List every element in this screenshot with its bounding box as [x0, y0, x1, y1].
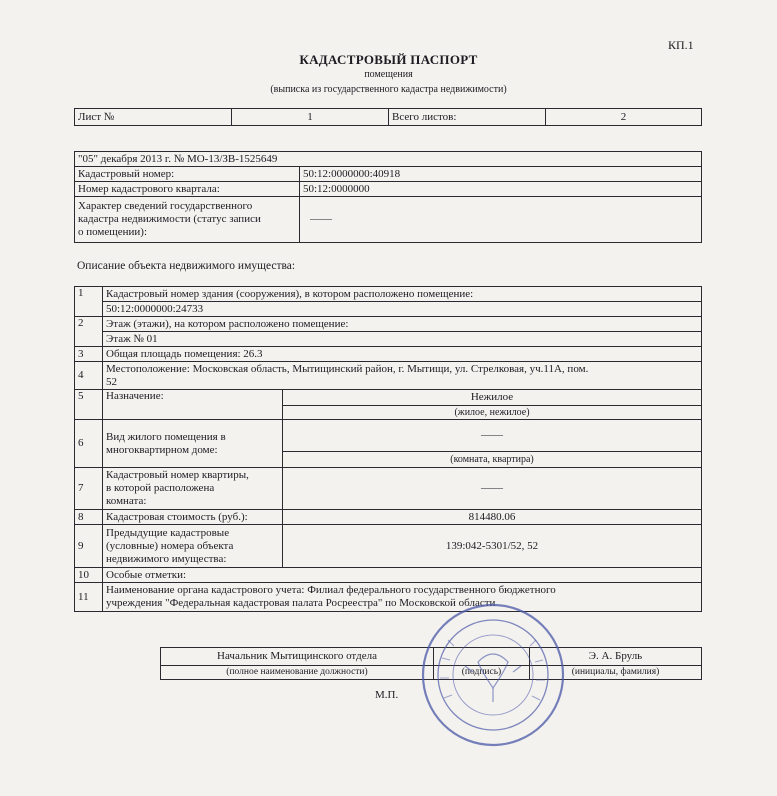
record-status-label-line: о помещении): [78, 226, 148, 238]
record-status-label [75, 197, 300, 243]
signature-hint: (подпись) [434, 666, 530, 680]
purpose-label: Назначение: [103, 390, 283, 420]
registration-authority-line: учреждения "Федеральная кадастровая палата Росреестра" по Московской области [106, 597, 496, 609]
cadastral-quarter-label: Номер кадастрового квартала: [75, 182, 300, 197]
row-number: 1 [75, 287, 103, 317]
purpose-value: Нежилое [283, 390, 702, 406]
row-number: 7 [75, 468, 103, 510]
cadastral-number-label: Кадастровый номер: [75, 167, 300, 182]
document-title: КАДАСТРОВЫЙ ПАСПОРТ [299, 52, 478, 67]
total-sheets-value: 2 [546, 109, 702, 126]
sheet-table [74, 108, 702, 126]
date-number-line: "05" декабря 2013 г. № МО-13/ЗВ-1525649 [75, 152, 702, 167]
name-hint: (инициалы, фамилия) [530, 666, 702, 680]
registration-authority [103, 583, 702, 612]
apartment-number-label [103, 468, 283, 510]
dwelling-type-label [103, 420, 283, 468]
apartment-number-label-line: комната: [106, 495, 147, 507]
official-seal-icon [418, 600, 568, 750]
row-number: 9 [75, 525, 103, 568]
row-number: 11 [75, 583, 103, 612]
row-number: 10 [75, 568, 103, 583]
total-area: Общая площадь помещения: 26.3 [103, 347, 702, 362]
record-status-value: —— [300, 197, 702, 243]
row-number: 3 [75, 347, 103, 362]
dwelling-type-hint: (комната, квартира) [283, 452, 702, 468]
previous-numbers-value: 139:042-5301/52, 52 [283, 525, 702, 568]
sheet-label: Лист № [75, 109, 232, 126]
previous-numbers-label [103, 525, 283, 568]
registration-authority-line: Наименование органа кадастрового учета: Филиал федерального государственного бюджетного [106, 584, 556, 596]
row-number: 2 [75, 317, 103, 347]
cadastral-value-label: Кадастровая стоимость (руб.): [103, 510, 283, 525]
record-status-label-line: Характер сведений государственного [78, 200, 253, 212]
description-table [74, 286, 702, 612]
location-line: Местоположение: Московская область, Мытищинский район, г. Мытищи, ул. Стрелковая, уч.11А, пом. [106, 362, 589, 375]
stamp-place-label: М.П. [375, 689, 399, 701]
row-number: 8 [75, 510, 103, 525]
dwelling-type-label-line: многоквартирном доме: [106, 443, 218, 456]
previous-numbers-label-line: Предыдущие кадастровые [106, 526, 230, 539]
row-number: 4 [75, 362, 103, 390]
cadastral-quarter-value: 50:12:0000000 [300, 182, 702, 197]
cadastral-value: 814480.06 [283, 510, 702, 525]
location [103, 362, 702, 390]
info-table [74, 151, 702, 243]
apartment-number-label-line: Кадастровый номер квартиры, [106, 469, 249, 481]
building-number-value: 50:12:0000000:24733 [103, 302, 702, 317]
row-number: 6 [75, 420, 103, 468]
total-sheets-label: Всего листов: [389, 109, 546, 126]
dwelling-type-value: —— [283, 420, 702, 452]
record-status-label-line: кадастра недвижимости (статус записи [78, 213, 261, 225]
location-line: 52 [106, 375, 117, 388]
row-number: 5 [75, 390, 103, 420]
apartment-number-label-line: в которой расположена [106, 482, 215, 494]
position-hint: (полное наименование должности) [161, 666, 434, 680]
purpose-hint: (жилое, нежилое) [283, 406, 702, 420]
floor-label: Этаж (этажи), на котором расположено помещение: [103, 317, 702, 332]
apartment-number-value: —— [283, 468, 702, 510]
position-title: Начальник Мытищинского отдела [161, 648, 434, 666]
sheet-value: 1 [232, 109, 389, 126]
special-notes-label: Особые отметки: [103, 568, 702, 583]
previous-numbers-label-line: недвижимого имущества: [106, 552, 227, 565]
floor-value: Этаж № 01 [103, 332, 702, 347]
previous-numbers-label-line: (условные) номера объекта [106, 539, 234, 552]
document-subtitle-extract: (выписка из государственного кадастра недвижимости) [270, 84, 507, 95]
form-code: КП.1 [668, 38, 694, 52]
description-title: Описание объекта недвижимого имущества: [77, 260, 296, 272]
cadastral-number-value: 50:12:0000000:40918 [300, 167, 702, 182]
building-number-label: Кадастровый номер здания (сооружения), в котором расположено помещение: [103, 287, 702, 302]
document-subtitle: помещения [364, 69, 413, 80]
dwelling-type-label-line: Вид жилого помещения в [106, 430, 226, 443]
signatory-name: Э. А. Бруль [530, 648, 702, 666]
